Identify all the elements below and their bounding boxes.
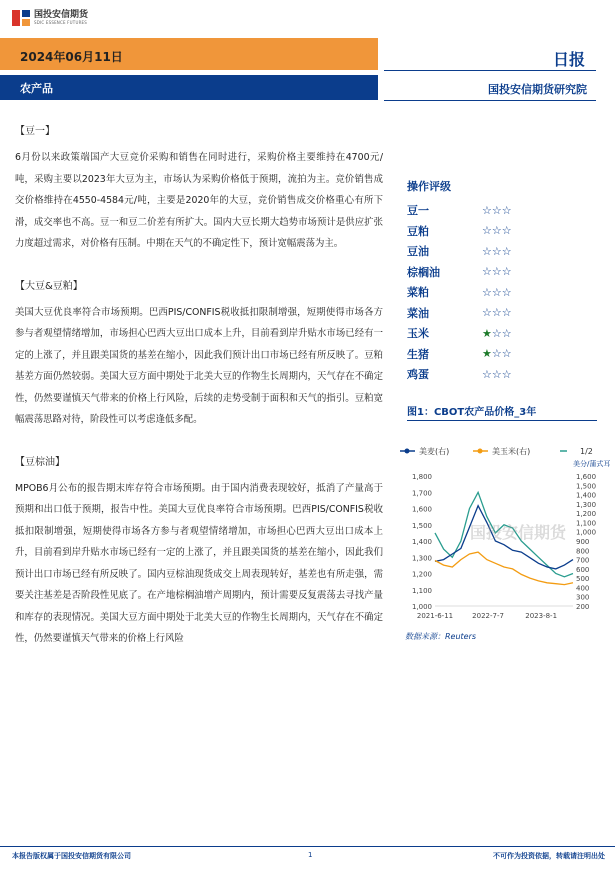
empty-star-icon: ☆☆: [491, 326, 512, 340]
right-tick-label: 1,600: [576, 473, 597, 481]
left-tick-label: 1,600: [411, 505, 432, 514]
x-tick-label: 2022-7-7: [472, 612, 504, 620]
date-bar: [0, 38, 378, 70]
rating-row: [407, 200, 597, 221]
rating-stars: [482, 204, 512, 217]
figure-divider: [407, 420, 597, 421]
rating-title: 操作评级: [407, 180, 451, 193]
footer-divider: [0, 846, 615, 847]
right-tick-label: 1,500: [576, 482, 597, 491]
rating-row: [407, 241, 597, 262]
section-title: 【豆一】: [15, 126, 55, 137]
section-body: 6月份以来政策端国产大豆竞价采购和销售在同时进行，采购价格主要维持在4700元/吨，采购主要以2023年大豆为主，市场认为采购价格低于预期，流拍为主。竞价销售成交价格维持在4550-4584元/吨，主要是2020年的大豆，竞价销售成交价格重心有所下滑，成交率也不高。豆一和豆二价差有所扩大。国内大豆长期大趋势市场预计是供应扩张力度超过需求，对价格有压制。中期在天气的不确定性下，预计宽幅震荡为主。: [15, 152, 383, 249]
report-date: 2024年06月11日: [20, 50, 123, 64]
empty-star-icon: ☆☆☆: [482, 224, 512, 238]
right-tick-label: 400: [576, 584, 590, 593]
rating-stars: [482, 265, 512, 278]
rating-row: [407, 262, 597, 283]
rating-row: [407, 282, 597, 303]
report-category: 农产品: [20, 82, 53, 95]
left-tick-label: 1,700: [411, 489, 432, 498]
rating-name: 棕榈油: [407, 265, 440, 279]
right-tick-label: 1,100: [576, 519, 597, 528]
left-tick-label: 1,400: [411, 538, 432, 546]
rating-name: 豆粕: [407, 224, 429, 238]
right-tick-label: 300: [576, 593, 590, 602]
filled-star-icon: ★: [482, 347, 492, 361]
organization-name: 国投安信期货研究院: [488, 83, 587, 96]
right-tick-label: 200: [576, 603, 590, 611]
company-logo: [12, 10, 88, 26]
rating-name: 生猪: [407, 347, 429, 361]
rating-row: [407, 221, 597, 242]
rating-name: 玉米: [407, 327, 429, 341]
empty-star-icon: ☆☆☆: [482, 367, 512, 381]
x-tick-label: 2023-8-1: [525, 612, 558, 620]
empty-star-icon: ☆☆☆: [482, 265, 512, 279]
rating-stars: [482, 347, 512, 360]
rating-stars: [482, 306, 512, 319]
right-tick-label: 600: [576, 565, 590, 574]
section-title: 【豆棕油】: [15, 456, 65, 468]
rating-row: [407, 364, 597, 385]
rating-row: [407, 344, 597, 365]
rating-stars: [482, 368, 512, 381]
section-body: MPOB6月公布的报告期末库存符合市场预期。由于国内消费表现较好，抵消了产量高于预期和出口低于预期，报告中性。美国大豆优良率符合市场预期。巴西PIS/CONFIS税收抵扣限制增强，短期使得市场各方参与者观望情绪增加，市场担心巴西大豆出口成本上升，目前看到岸升贴水市场已经有一定的上涨了，并且跟美国货的基差在缩小，因此我们预计出口市场已经有所反映了。国内豆棕油现货成交上周表现转好，基差也有所走强，需要关注基差是否阶段性见底了。在产地棕榈油增产周期内，预计需要反复震荡去寻找产量和库存的表现情况。美国大豆方面中期处于北美大豆的作物生长周期内，天气存在不确定性，仍然要谨慎天气带来的价格上行风险: [15, 482, 383, 644]
footer-copyright: 本报告版权属于国投安信期货有限公司: [12, 852, 131, 860]
legend-marker: [405, 449, 410, 454]
footer-disclaimer: 不可作为投资依据，转载请注明出处: [493, 852, 605, 860]
rating-stars: [482, 224, 512, 237]
main-content: [15, 122, 383, 672]
report-type: 日报: [552, 50, 585, 69]
rating-stars: [482, 245, 512, 258]
rating-name: 豆油: [407, 245, 429, 259]
left-tick-label: 1,800: [411, 473, 432, 481]
section-soybean-one: [15, 122, 383, 255]
legend-page: 1/2: [580, 447, 593, 456]
rating-stars: [482, 327, 512, 340]
rating-name: 菜油: [407, 306, 429, 320]
left-tick-label: 1,200: [411, 570, 432, 579]
figure-source: 数据来源：Reuters: [405, 632, 477, 641]
empty-star-icon: ☆☆☆: [482, 244, 512, 258]
right-tick-label: 500: [576, 575, 590, 584]
right-tick-label: 1,000: [576, 528, 597, 537]
left-tick-label: 1,000: [411, 603, 432, 611]
unit-label: 美分/蒲式耳: [573, 460, 610, 468]
right-tick-label: 1,200: [576, 510, 597, 519]
rating-name: 豆一: [407, 204, 429, 218]
logo-subtext: SDIC ESSENCE FUTURES: [34, 20, 88, 25]
section-title: 【大豆&豆粕】: [15, 280, 83, 292]
rating-name: 菜粕: [407, 286, 429, 300]
header-divider-bottom: [384, 100, 596, 101]
empty-star-icon: ☆☆☆: [482, 306, 512, 320]
chart-watermark: 国投安信期货: [470, 523, 567, 542]
left-tick-label: 1,300: [411, 554, 432, 563]
right-tick-label: 900: [576, 538, 590, 546]
filled-star-icon: ★: [482, 326, 492, 340]
logo-text: 国投安信期货: [34, 10, 89, 20]
left-tick-label: 1,500: [411, 521, 432, 530]
header-divider-top: [384, 70, 596, 71]
legend-label: 美玉米(右): [492, 447, 531, 456]
category-bar: [0, 75, 378, 100]
section-soy-palm-oil: [15, 453, 383, 650]
right-tick-label: 800: [576, 547, 590, 556]
left-tick-label: 1,100: [411, 586, 432, 595]
rating-panel: [407, 178, 597, 385]
rating-name: 鸡蛋: [407, 368, 429, 382]
section-body: 美国大豆优良率符合市场预期。巴西PIS/CONFIS税收抵扣限制增强，短期使得市场各方参与者观望情绪增加，市场担心巴西大豆出口成本上升，目前看到岸升贴水市场已经有一定的上涨了，并且跟美国货的基差在缩小，因此我们预计出口市场已经有所反映了。豆粕基差方面仍然较弱。美国大豆方面中期处于北美大豆的作物生长周期内，天气存在不确定性，仍然要谨慎天气带来的价格上行风险，后续的走势受制于面积和天气的指引。豆粕宽幅震荡思路对待，阶段性可以考虑逢低多配。: [15, 306, 383, 425]
right-tick-label: 1,300: [576, 500, 597, 509]
figure-title: 图1：CBOT农产品价格_3年: [407, 407, 537, 418]
empty-star-icon: ☆☆☆: [482, 285, 512, 299]
right-tick-label: 1,400: [576, 491, 597, 500]
empty-star-icon: ☆☆: [491, 347, 512, 361]
x-tick-label: 2021-6-11: [416, 612, 454, 620]
rating-row: [407, 303, 597, 324]
rating-list: [407, 200, 597, 385]
empty-star-icon: ☆☆☆: [482, 203, 512, 217]
page-number: 1: [308, 851, 313, 859]
rating-stars: [482, 286, 512, 299]
right-tick-label: 700: [576, 556, 590, 565]
legend-label: 美麦(右): [419, 447, 450, 456]
logo-mark-icon: [12, 10, 30, 26]
rating-row: [407, 323, 597, 344]
section-soybean-meal: [15, 277, 383, 431]
legend-marker: [478, 449, 483, 454]
